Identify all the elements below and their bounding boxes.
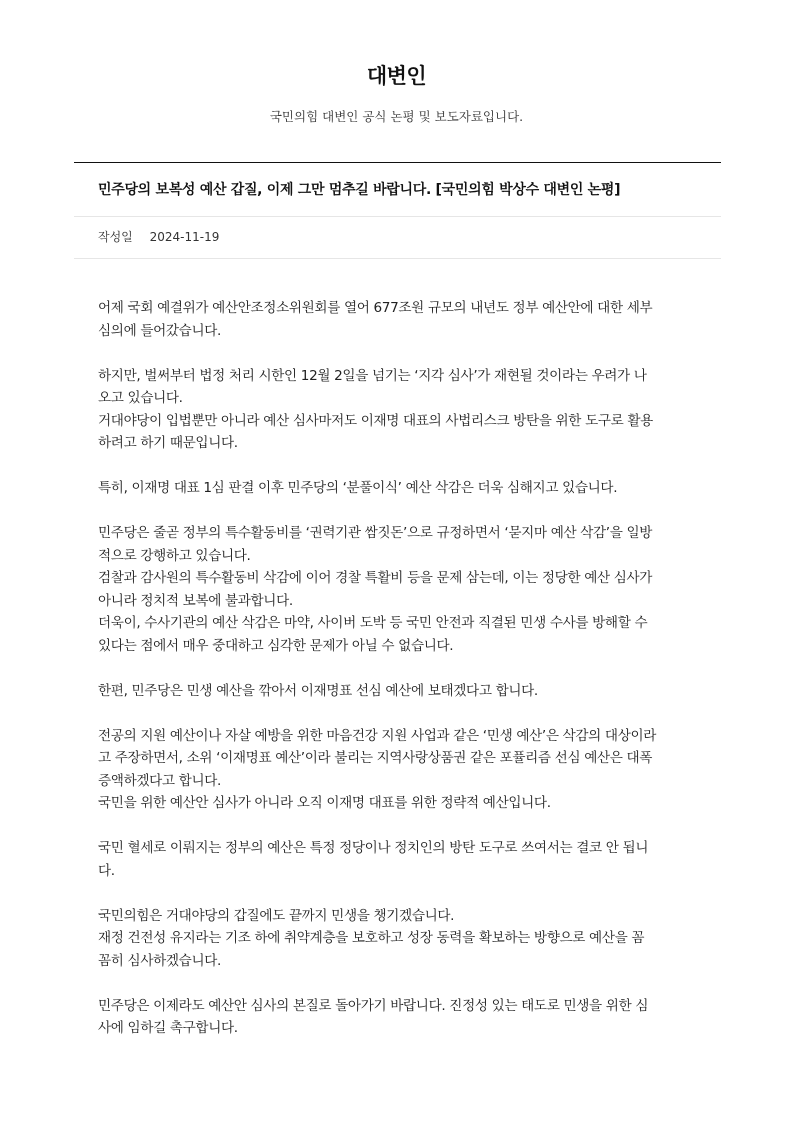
article-body	[74, 259, 721, 1040]
body-paragraph	[98, 477, 697, 500]
body-line: 민주당은 이제라도 예산안 심사의 본질로 돌아가기 바랍니다. 진정성 있는 태도로 민생을 위한 심	[98, 997, 649, 1014]
body-line: 아니라 정치적 보복에 불과합니다.	[98, 592, 293, 609]
body-line: 하려고 하기 때문입니다.	[98, 435, 238, 451]
body-line: 더욱이, 수사기관의 예산 삭감은 마약, 사이버 도박 등 국민 안전과 직결된 민생 수사를 방해할 수	[98, 615, 648, 631]
body-line: 전공의 지원 예산이나 자살 예방을 위한 마음건강 지원 사업과 같은 ‘민생 예산’은 삭감의 대상이라	[98, 727, 657, 744]
body-line: 거대야당이 입법뿐만 아니라 예산 심사마저도 이재명 대표의 사법리스크 방탄을 위한 도구로 활용	[98, 412, 653, 429]
body-line: 민주당은 줄곧 정부의 특수활동비를 ‘권력기관 쌈짓돈’으로 규정하면서 ‘묻지마 예산 삭감’을 일방	[98, 525, 653, 541]
body-line: 사에 임하길 촉구합니다.	[98, 1020, 238, 1036]
body-paragraph	[98, 365, 697, 455]
article	[74, 162, 721, 1062]
site-description: 국민의힘 대변인 공식 논평 및 보도자료입니다.	[269, 109, 524, 124]
body-line: 특히, 이재명 대표 1심 판결 이후 민주당의 ‘분풀이식’ 예산 삭감은 더욱 심해지고 있습니다.	[98, 480, 618, 496]
body-line: 있다는 점에서 매우 중대하고 심각한 문제가 아닐 수 없습니다.	[98, 637, 454, 654]
body-paragraph	[98, 297, 697, 342]
body-line: 다.	[98, 862, 115, 879]
body-paragraph	[98, 995, 697, 1040]
body-line: 국민의힘은 거대야당의 갑질에도 끝까지 민생을 챙기겠습니다.	[98, 907, 455, 924]
body-line: 고 주장하면서, 소위 ‘이재명표 예산’이라 불리는 지역사랑상품권 같은 포퓰리즘 선심 예산은 대폭	[98, 750, 653, 766]
body-paragraph	[98, 837, 697, 882]
body-line: 하지만, 벌써부터 법정 처리 시한인 12월 2일을 넘기는 ‘지각 심사’가 재현될 것이라는 우려가 나	[98, 367, 647, 384]
article-meta	[74, 217, 721, 259]
date-value: 2024-11-19	[149, 230, 220, 244]
body-line: 한편, 민주당은 민생 예산을 깎아서 이재명표 선심 예산에 보태겠다고 합니다.	[98, 682, 538, 699]
site-header	[0, 0, 793, 126]
article-title: 민주당의 보복성 예산 갑질, 이제 그만 멈추길 바랍니다. [국민의힘 박상수 대변인 논평]	[98, 182, 621, 198]
article-header	[74, 162, 721, 217]
body-line: 검찰과 감사원의 특수활동비 삭감에 이어 경찰 특활비 등을 문제 삼는데, 이는 정당한 예산 심사가	[98, 570, 653, 586]
body-paragraph	[98, 905, 697, 973]
site-title: 대변인	[366, 64, 427, 88]
body-line: 심의에 들어갔습니다.	[98, 322, 221, 339]
body-line: 꼼히 심사하겠습니다.	[98, 952, 221, 969]
body-paragraph	[98, 522, 697, 657]
date-label: 작성일	[98, 230, 133, 244]
body-line: 재정 건전성 유지라는 기조 하에 취약계층을 보호하고 성장 동력을 확보하는 방향으로 예산을 꼼	[98, 930, 645, 946]
body-paragraph	[98, 680, 697, 703]
body-line: 증액하겠다고 합니다.	[98, 772, 221, 789]
body-line: 국민 혈세로 이뤄지는 정부의 예산은 특정 정당이나 정치인의 방탄 도구로 쓰여서는 결코 안 됩니	[98, 840, 649, 856]
body-line: 어제 국회 예결위가 예산안조정소위원회를 열어 677조원 규모의 내년도 정부 예산안에 대한 세부	[98, 300, 653, 316]
body-paragraph	[98, 725, 697, 815]
body-line: 오고 있습니다.	[98, 390, 183, 406]
body-line: 국민을 위한 예산안 심사가 아니라 오직 이재명 대표를 위한 정략적 예산입니다.	[98, 795, 551, 811]
body-line: 적으로 강행하고 있습니다.	[98, 547, 251, 564]
